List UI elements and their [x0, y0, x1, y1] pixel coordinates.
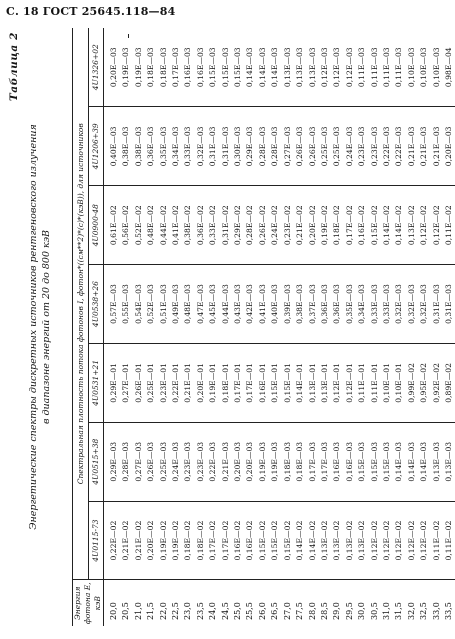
flux-cell: 0,39E—03: [282, 265, 294, 344]
flux-cell: 0,19E—03: [257, 422, 269, 501]
flux-cell: 0,32E—03: [195, 107, 207, 186]
energy-cell: 33,0: [431, 580, 443, 626]
energy-cell: 30,0: [356, 580, 368, 626]
flux-cell: 0,36E—03: [331, 265, 343, 344]
flux-cell: 0,30E—03: [232, 107, 244, 186]
table-row: [431, 28, 443, 626]
flux-cell: 0,23E—01: [158, 343, 170, 422]
table-row: [195, 28, 207, 626]
flux-cell: 0,15E—01: [269, 343, 281, 422]
flux-cell: 0,22E—03: [393, 107, 405, 186]
energy-cell: 25,0: [232, 580, 244, 626]
energy-cell: 27,5: [294, 580, 306, 626]
flux-cell: 0,29E—01: [104, 343, 121, 422]
flux-cell: 0,20E—02: [145, 501, 157, 580]
flux-cell: 0,10E—01: [393, 343, 405, 422]
flux-cell: 0,14E—02: [381, 186, 393, 265]
flux-cell: 0,17E—03: [170, 28, 182, 107]
flux-cell: 0,15E—01: [282, 343, 294, 422]
table-row: [170, 28, 182, 626]
flux-cell: 0,29E—03: [244, 107, 256, 186]
page-header: С. 18 ГОСТ 25645.118—84: [6, 5, 176, 18]
flux-cell: 0,25E—03: [319, 107, 331, 186]
energy-cell: 31,5: [393, 580, 405, 626]
flux-cell: 0,27E—01: [120, 343, 132, 422]
flux-cell: 0,17E—03: [307, 422, 319, 501]
flux-group-header: Спектральная плотность потока фотонов I, фотон*((см**2)*(с)*(кэВ)), для источников: [73, 28, 89, 580]
flux-cell: 0,52E—03: [145, 265, 157, 344]
flux-cell: 0,20E—03: [244, 422, 256, 501]
flux-cell: 0,12E—03: [344, 28, 356, 107]
flux-cell: 0,10E—01: [381, 343, 393, 422]
table-row: [158, 28, 170, 626]
flux-cell: 0,11E—03: [369, 28, 381, 107]
flux-cell: 0,36E—03: [145, 107, 157, 186]
flux-cell: 0,18E—03: [282, 422, 294, 501]
table-subtitle: в диапазоне энергий от 20 до 800 кэВ: [41, 229, 52, 425]
energy-cell: 30,5: [369, 580, 381, 626]
flux-cell: 0,20E—01: [195, 343, 207, 422]
table-title: Энергетические спектры дискретных источников рентгеновского излучения: [28, 124, 39, 530]
flux-cell: 0,16E—03: [331, 422, 343, 501]
source-header: 4U0531+21: [88, 343, 104, 422]
flux-cell: 0,33E—03: [369, 265, 381, 344]
source-header: 4U1206+39: [88, 107, 104, 186]
energy-cell: 24,0: [207, 580, 219, 626]
flux-cell: 0,23E—03: [369, 107, 381, 186]
flux-cell: 0,12E—02: [369, 501, 381, 580]
flux-cell: 0,45E—03: [207, 265, 219, 344]
flux-cell: 0,26E—03: [145, 422, 157, 501]
flux-cell: 0,34E—03: [170, 107, 182, 186]
source-header: 4U0900-48: [88, 186, 104, 265]
flux-cell: 0,19E—02: [319, 186, 331, 265]
energy-cell: 28,0: [307, 580, 319, 626]
flux-cell: 0,16E—03: [344, 422, 356, 501]
table-row: [381, 28, 393, 626]
energy-cell: 26,0: [257, 580, 269, 626]
flux-cell: 0,11E—02: [443, 501, 455, 580]
flux-cell: 0,18E—03: [145, 28, 157, 107]
flux-cell: 0,14E—03: [418, 422, 430, 501]
flux-cell: 0,18E—02: [182, 501, 194, 580]
flux-cell: 0,24E—03: [170, 422, 182, 501]
flux-cell: 0,32E—03: [406, 265, 418, 344]
flux-cell: 0,28E—03: [269, 107, 281, 186]
flux-cell: 0,10E—03: [418, 28, 430, 107]
flux-cell: 0,20E—02: [307, 186, 319, 265]
table-row: [393, 28, 405, 626]
energy-cell: 24,5: [220, 580, 232, 626]
source-header: 4U1326+02: [88, 28, 104, 107]
flux-cell: 0,13E—02: [406, 186, 418, 265]
flux-cell: 0,38E—02: [182, 186, 194, 265]
flux-cell: 0,55E—03: [120, 265, 132, 344]
table-row: [344, 28, 356, 626]
table-row: [257, 28, 269, 626]
energy-cell: 32,5: [418, 580, 430, 626]
energy-cell: 22,0: [158, 580, 170, 626]
flux-cell: 0,36E—02: [195, 186, 207, 265]
flux-cell: 0,56E—02: [120, 186, 132, 265]
flux-cell: 0,23E—03: [182, 422, 194, 501]
flux-cell: 0,14E—03: [244, 28, 256, 107]
flux-cell: 0,13E—02: [344, 501, 356, 580]
flux-cell: 0,13E—02: [319, 501, 331, 580]
flux-cell: 0,31E—03: [431, 265, 443, 344]
flux-cell: 0,28E—02: [244, 186, 256, 265]
flux-cell: 0,13E—02: [356, 501, 368, 580]
flux-cell: 0,38E—03: [294, 265, 306, 344]
flux-cell: 0,14E—02: [294, 501, 306, 580]
flux-cell: 0,14E—02: [307, 501, 319, 580]
flux-cell: 0,32E—03: [393, 265, 405, 344]
flux-cell: 0,28E—03: [257, 107, 269, 186]
flux-cell: 0,20E—03: [443, 107, 455, 186]
energy-cell: 29,0: [331, 580, 343, 626]
rotated-table-page: [8, 28, 453, 626]
flux-cell: 0,35E—03: [158, 107, 170, 186]
flux-cell: 0,27E—03: [133, 422, 145, 501]
flux-cell: 0,17E—03: [319, 422, 331, 501]
flux-cell: 0,16E—02: [232, 501, 244, 580]
flux-cell: 0,37E—03: [307, 265, 319, 344]
flux-cell: 0,21E—03: [418, 107, 430, 186]
flux-cell: 0,16E—01: [257, 343, 269, 422]
flux-cell: 0,20E—03: [104, 28, 121, 107]
flux-cell: 0,48E—03: [182, 265, 194, 344]
energy-cell: 23,5: [195, 580, 207, 626]
flux-cell: 0,13E—01: [319, 343, 331, 422]
flux-cell: 0,14E—03: [406, 422, 418, 501]
flux-cell: 0,15E—03: [369, 422, 381, 501]
flux-cell: 0,11E—02: [431, 501, 443, 580]
flux-cell: 0,19E—01: [207, 343, 219, 422]
flux-cell: 0,49E—03: [170, 265, 182, 344]
energy-cell: 31,0: [381, 580, 393, 626]
flux-cell: 0,11E—01: [356, 343, 368, 422]
flux-cell: 0,10E—03: [406, 28, 418, 107]
energy-cell: 29,5: [344, 580, 356, 626]
flux-cell: 0,18E—01: [220, 343, 232, 422]
flux-cell: 0,21E—02: [133, 501, 145, 580]
table-row: [356, 28, 368, 626]
flux-cell: 0,31E—02: [220, 186, 232, 265]
flux-cell: 0,44E—02: [158, 186, 170, 265]
table-row: [406, 28, 418, 626]
flux-cell: 0,21E—01: [182, 343, 194, 422]
flux-cell: 0,19E—03: [133, 28, 145, 107]
table-row: [120, 28, 132, 626]
flux-cell: 0,23E—02: [282, 186, 294, 265]
source-header: 4U0115-73: [88, 501, 104, 580]
flux-cell: 0,36E—03: [319, 265, 331, 344]
flux-cell: 0,15E—02: [369, 186, 381, 265]
flux-cell: 0,98E—04: [443, 28, 455, 107]
flux-cell: 0,21E—03: [220, 422, 232, 501]
energy-cell: 33,5: [443, 580, 455, 626]
flux-cell: 0,26E—03: [307, 107, 319, 186]
flux-cell: 0,25E—03: [331, 107, 343, 186]
flux-cell: 0,22E—02: [104, 501, 121, 580]
energy-cell: 32,0: [406, 580, 418, 626]
flux-cell: 0,12E—02: [418, 501, 430, 580]
spectra-table: [72, 28, 455, 626]
table-row: [443, 28, 455, 626]
flux-cell: 0,38E—03: [120, 107, 132, 186]
flux-cell: 0,26E—01: [133, 343, 145, 422]
flux-cell: 0,18E—03: [158, 28, 170, 107]
flux-cell: 0,92E—02: [431, 343, 443, 422]
flux-cell: 0,11E—03: [356, 28, 368, 107]
flux-cell: 0,13E—03: [282, 28, 294, 107]
flux-cell: 0,41E—02: [170, 186, 182, 265]
flux-cell: 0,29E—02: [232, 186, 244, 265]
flux-cell: 0,57E—03: [104, 265, 121, 344]
flux-cell: 0,14E—02: [393, 186, 405, 265]
energy-cell: 27,0: [282, 580, 294, 626]
flux-cell: 0,19E—02: [158, 501, 170, 580]
flux-cell: 0,13E—03: [443, 422, 455, 501]
flux-cell: 0,38E—03: [133, 107, 145, 186]
table-row: [182, 28, 194, 626]
flux-cell: 0,15E—03: [381, 422, 393, 501]
flux-cell: 0,11E—02: [443, 186, 455, 265]
energy-cell: 21,0: [133, 580, 145, 626]
flux-cell: 0,17E—02: [220, 501, 232, 580]
flux-cell: 0,44E—03: [220, 265, 232, 344]
flux-cell: 0,26E—03: [294, 107, 306, 186]
table-row: [331, 28, 343, 626]
flux-cell: 0,15E—02: [282, 501, 294, 580]
flux-cell: 0,22E—03: [381, 107, 393, 186]
flux-cell: 0,15E—02: [257, 501, 269, 580]
flux-cell: 0,40E—03: [269, 265, 281, 344]
flux-cell: 0,16E—02: [244, 501, 256, 580]
flux-cell: 0,11E—01: [369, 343, 381, 422]
flux-cell: 0,13E—03: [307, 28, 319, 107]
table-row: [133, 28, 145, 626]
energy-cell: 20,5: [120, 580, 132, 626]
table-row: [244, 28, 256, 626]
flux-cell: 0,33E—03: [182, 107, 194, 186]
flux-cell: 0,15E—03: [356, 422, 368, 501]
flux-cell: 0,12E—01: [331, 343, 343, 422]
flux-cell: 0,19E—02: [170, 501, 182, 580]
table-row: [145, 28, 157, 626]
table-label: Таблица 2: [8, 32, 20, 102]
flux-cell: 0,25E—01: [145, 343, 157, 422]
table-row: [418, 28, 430, 626]
table-row: [294, 28, 306, 626]
table-row: [104, 28, 121, 626]
flux-cell: 0,15E—03: [232, 28, 244, 107]
energy-cell: 25,5: [244, 580, 256, 626]
flux-cell: 0,99E—02: [406, 343, 418, 422]
flux-cell: 0,16E—03: [182, 28, 194, 107]
source-header: 4U0538+26: [88, 265, 104, 344]
flux-cell: 0,31E—03: [443, 265, 455, 344]
flux-cell: 0,31E—03: [207, 107, 219, 186]
source-header: 4U0515+38: [88, 422, 104, 501]
flux-cell: 0,12E—02: [431, 186, 443, 265]
table-body: [104, 28, 455, 626]
flux-cell: 0,51E—03: [158, 265, 170, 344]
flux-cell: 0,13E—01: [307, 343, 319, 422]
flux-cell: 0,24E—03: [344, 107, 356, 186]
energy-cell: 23,0: [182, 580, 194, 626]
flux-cell: 0,27E—03: [282, 107, 294, 186]
flux-cell: 0,14E—03: [257, 28, 269, 107]
table-row: [282, 28, 294, 626]
flux-cell: 0,54E—03: [133, 265, 145, 344]
flux-cell: 0,47E—03: [195, 265, 207, 344]
flux-cell: 0,14E—01: [294, 343, 306, 422]
source-header-row: [88, 28, 104, 626]
flux-cell: 0,22E—03: [207, 422, 219, 501]
flux-cell: 0,33E—03: [381, 265, 393, 344]
energy-cell: 26,5: [269, 580, 281, 626]
table-row: [307, 28, 319, 626]
flux-cell: 0,19E—03: [269, 422, 281, 501]
flux-cell: 0,18E—02: [195, 501, 207, 580]
flux-cell: 0,34E—03: [356, 265, 368, 344]
flux-cell: 0,12E—03: [319, 28, 331, 107]
flux-cell: 0,29E—03: [104, 422, 121, 501]
flux-cell: 0,26E—02: [257, 186, 269, 265]
flux-cell: 0,12E—02: [393, 501, 405, 580]
table-row: [319, 28, 331, 626]
flux-cell: 0,12E—02: [406, 501, 418, 580]
flux-cell: 0,35E—03: [344, 265, 356, 344]
flux-cell: 0,43E—03: [232, 265, 244, 344]
flux-cell: 0,21E—02: [294, 186, 306, 265]
flux-cell: 0,18E—02: [331, 186, 343, 265]
flux-cell: 0,40E—03: [104, 107, 121, 186]
table-row: [220, 28, 232, 626]
flux-cell: 0,12E—02: [418, 186, 430, 265]
flux-cell: 0,33E—02: [207, 186, 219, 265]
flux-cell: 0,17E—01: [244, 343, 256, 422]
flux-cell: 0,13E—03: [294, 28, 306, 107]
flux-cell: 0,15E—03: [207, 28, 219, 107]
flux-cell: 0,18E—03: [294, 422, 306, 501]
flux-cell: 0,19E—03: [120, 28, 132, 107]
margin-mark: [128, 34, 129, 38]
flux-cell: 0,15E—02: [269, 501, 281, 580]
flux-cell: 0,16E—03: [195, 28, 207, 107]
flux-cell: 0,28E—03: [120, 422, 132, 501]
flux-cell: 0,23E—03: [356, 107, 368, 186]
flux-cell: 0,15E—03: [220, 28, 232, 107]
flux-cell: 0,32E—03: [418, 265, 430, 344]
table-row: [232, 28, 244, 626]
flux-cell: 0,17E—02: [207, 501, 219, 580]
flux-cell: 0,89E—02: [443, 343, 455, 422]
energy-cell: 20,0: [104, 580, 121, 626]
flux-cell: 0,12E—03: [331, 28, 343, 107]
flux-cell: 0,10E—03: [431, 28, 443, 107]
flux-cell: 0,23E—03: [195, 422, 207, 501]
flux-cell: 0,14E—03: [393, 422, 405, 501]
flux-cell: 0,13E—02: [331, 501, 343, 580]
energy-cell: 21,5: [145, 580, 157, 626]
flux-cell: 0,11E—03: [393, 28, 405, 107]
flux-cell: 0,41E—03: [257, 265, 269, 344]
energy-cell: 22,5: [170, 580, 182, 626]
flux-cell: 0,22E—01: [170, 343, 182, 422]
flux-cell: 0,12E—02: [381, 501, 393, 580]
flux-cell: 0,14E—03: [269, 28, 281, 107]
flux-cell: 0,31E—03: [220, 107, 232, 186]
flux-cell: 0,17E—02: [344, 186, 356, 265]
table-row: [369, 28, 381, 626]
flux-cell: 0,52E—02: [133, 186, 145, 265]
flux-cell: 0,21E—03: [406, 107, 418, 186]
flux-cell: 0,13E—03: [431, 422, 443, 501]
table-row: [207, 28, 219, 626]
flux-cell: 0,21E—02: [120, 501, 132, 580]
flux-cell: 0,95E—02: [418, 343, 430, 422]
flux-cell: 0,21E—03: [431, 107, 443, 186]
flux-cell: 0,12E—01: [344, 343, 356, 422]
energy-cell: 28,5: [319, 580, 331, 626]
flux-cell: 0,25E—03: [158, 422, 170, 501]
flux-cell: 0,48E—02: [145, 186, 157, 265]
table-row: [269, 28, 281, 626]
flux-cell: 0,20E—03: [232, 422, 244, 501]
flux-cell: 0,17E—01: [232, 343, 244, 422]
flux-cell: 0,16E—02: [356, 186, 368, 265]
flux-cell: 0,11E—03: [381, 28, 393, 107]
flux-cell: 0,61E—02: [104, 186, 121, 265]
table-header-row: [73, 28, 89, 626]
flux-cell: 0,42E—03: [244, 265, 256, 344]
flux-cell: 0,24E—02: [269, 186, 281, 265]
energy-column-header: Энергия фотона E, кэВ: [73, 580, 104, 626]
